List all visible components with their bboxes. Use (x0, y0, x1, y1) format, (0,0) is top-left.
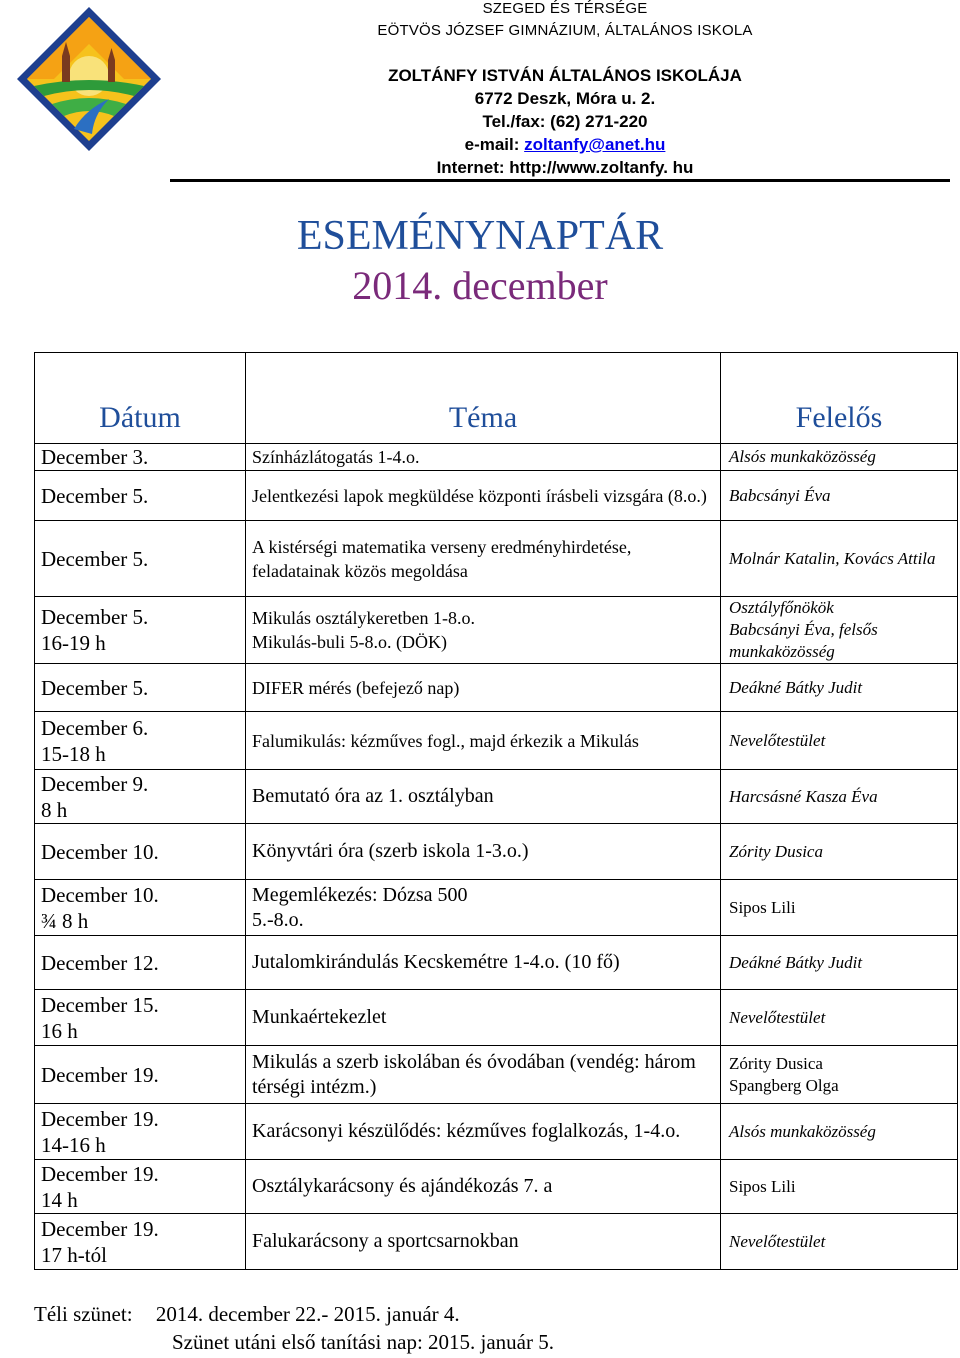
row-date: December 19. 14 h (35, 1160, 246, 1214)
table-row (35, 471, 958, 521)
table-row (35, 1160, 958, 1214)
table-row (35, 712, 958, 770)
table-row (35, 1104, 958, 1160)
row-date: December 6. 15-18 h (35, 712, 246, 770)
email-label: e-mail: (464, 135, 525, 154)
footer-break-label: Téli szünet: (34, 1302, 133, 1326)
row-responsible: Alsós munkaközösség (721, 444, 958, 471)
header-email-line (170, 135, 960, 155)
page-title: ESEMÉNYNAPTÁR (296, 213, 664, 259)
table-header-row (35, 353, 958, 444)
table-row (35, 824, 958, 880)
email-link[interactable]: zoltanfy@anet.hu (524, 135, 666, 154)
header-divider (170, 179, 950, 182)
events-table (34, 352, 958, 1270)
row-date: December 5. 16-19 h (35, 597, 246, 664)
table-row (35, 444, 958, 471)
row-responsible: Molnár Katalin, Kovács Attila (721, 521, 958, 597)
row-topic: Falukarácsony a sportcsarnokban (246, 1214, 721, 1270)
row-topic: Munkaértekezlet (246, 990, 721, 1046)
footer-first-day: Szünet utáni első tanítási nap: 2015. január 5. (172, 1330, 554, 1354)
header-school-name: ZOLTÁNFY ISTVÁN ÁLTALÁNOS ISKOLÁJA (388, 66, 742, 85)
table-row (35, 880, 958, 936)
header-line-2: EÖTVÖS JÓZSEF GIMNÁZIUM, ÁLTALÁNOS ISKOLA (377, 22, 753, 39)
row-topic: DIFER mérés (befejező nap) (246, 664, 721, 712)
row-date: December 19. 17 h-tól (35, 1214, 246, 1270)
table-row (35, 770, 958, 824)
header-internet[interactable]: Internet: http://www.zoltanfy. hu (436, 158, 694, 177)
row-topic: A kistérségi matematika verseny eredményhirdetése, feladatainak közös megoldása (246, 521, 721, 597)
header-date: Dátum (35, 353, 246, 444)
table-row (35, 936, 958, 990)
footer-break-line (34, 1302, 460, 1327)
row-topic: Mikulás osztálykeretben 1-8.o. Mikulás-buli 5-8.o. (DÖK) (246, 597, 721, 664)
table-row (35, 990, 958, 1046)
row-date: December 12. (35, 936, 246, 990)
table-row (35, 1214, 958, 1270)
row-topic: Jutalomkirándulás Kecskemétre 1-4.o. (10 fő) (246, 936, 721, 990)
row-responsible: Babcsányi Éva (721, 471, 958, 521)
row-date: December 19. (35, 1046, 246, 1104)
row-topic: Színházlátogatás 1-4.o. (246, 444, 721, 471)
row-topic: Bemutató óra az 1. osztályban (246, 770, 721, 824)
table-row (35, 597, 958, 664)
row-responsible: Osztályfőnökök Babcsányi Éva, felsős munkaközösség (721, 597, 958, 664)
header-topic: Téma (246, 353, 721, 444)
header-responsible: Felelős (721, 353, 958, 444)
row-responsible: Harcsásné Kasza Éva (721, 770, 958, 824)
row-responsible: Deákné Bátky Judit (721, 936, 958, 990)
row-date: December 5. (35, 521, 246, 597)
header-line-1: SZEGED ÉS TÉRSÉGE (482, 0, 648, 17)
row-date: December 10. (35, 824, 246, 880)
row-responsible: Deákné Bátky Judit (721, 664, 958, 712)
table-row (35, 664, 958, 712)
header-address: 6772 Deszk, Móra u. 2. (474, 89, 656, 108)
row-responsible: Alsós munkaközösség (721, 1104, 958, 1160)
row-date: December 19. 14-16 h (35, 1104, 246, 1160)
row-responsible: Sipos Lili (721, 880, 958, 936)
row-topic: Falumikulás: kézműves fogl., majd érkezik a Mikulás (246, 712, 721, 770)
row-date: December 9. 8 h (35, 770, 246, 824)
table-row (35, 1046, 958, 1104)
row-responsible: Zórity Dusica Spangberg Olga (721, 1046, 958, 1104)
page-subtitle: 2014. december (352, 263, 608, 308)
row-responsible: Nevelőtestület (721, 990, 958, 1046)
row-responsible: Sipos Lili (721, 1160, 958, 1214)
footer-break-dates: 2014. december 22.- 2015. január 4. (155, 1302, 460, 1326)
row-topic: Mikulás a szerb iskolában és óvodában (vendég: három térségi intézm.) (246, 1046, 721, 1104)
row-date: December 15. 16 h (35, 990, 246, 1046)
row-topic: Könyvtári óra (szerb iskola 1-3.o.) (246, 824, 721, 880)
row-topic: Megemlékezés: Dózsa 500 5.-8.o. (246, 880, 721, 936)
row-date: December 5. (35, 471, 246, 521)
table-row (35, 521, 958, 597)
row-date: December 3. (35, 444, 246, 471)
school-logo (14, 4, 164, 154)
row-responsible: Nevelőtestület (721, 712, 958, 770)
row-date: December 5. (35, 664, 246, 712)
header-phone: Tel./fax: (62) 271-220 (482, 112, 648, 131)
row-topic: Karácsonyi készülődés: kézműves foglalkozás, 1-4.o. (246, 1104, 721, 1160)
row-responsible: Zórity Dusica (721, 824, 958, 880)
row-topic: Osztálykarácsony és ajándékozás 7. a (246, 1160, 721, 1214)
row-topic: Jelentkezési lapok megküldése központi írásbeli vizsgára (8.o.) (246, 471, 721, 521)
row-date: December 10. ¾ 8 h (35, 880, 246, 936)
row-responsible: Nevelőtestület (721, 1214, 958, 1270)
